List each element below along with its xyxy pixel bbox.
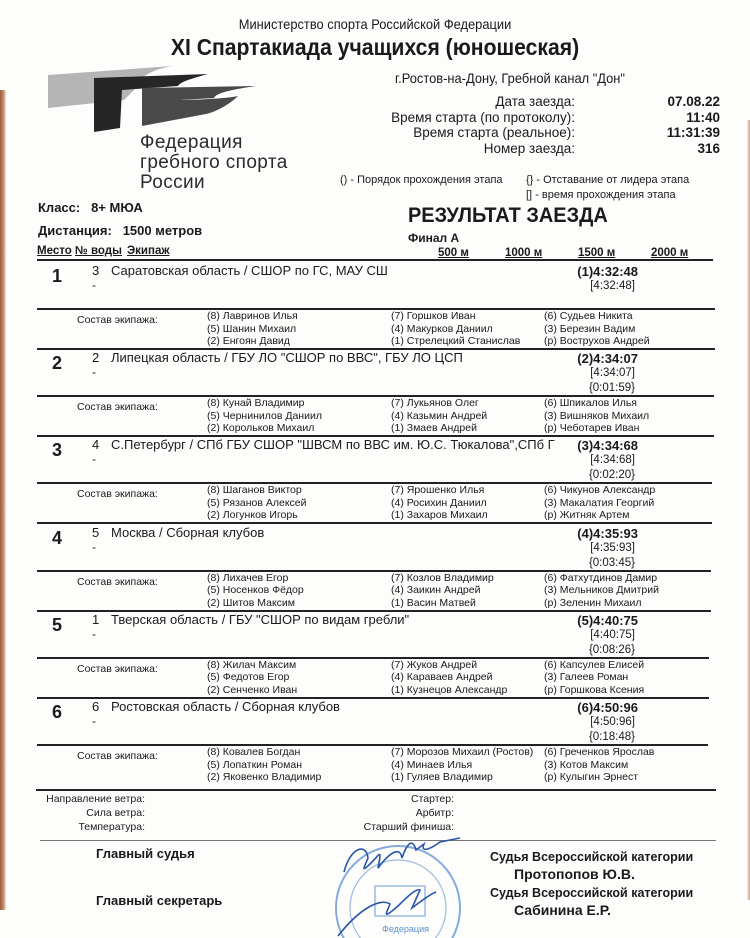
crew-member: (4) Заикин Андрей (391, 584, 481, 597)
place-number: 4 (52, 527, 63, 548)
crew-member: (5) Лопаткин Роман (207, 758, 302, 771)
federation-logo-icon (30, 60, 260, 140)
federation-name-line3: России (140, 172, 206, 193)
race-number-value: 316 (697, 140, 720, 156)
crew-member: (2) Сенченко Иван (207, 683, 298, 696)
crew-member: (3) Вишняков Михаил (544, 409, 650, 422)
lane-number: 3 (92, 263, 100, 278)
crew-member: (3) Котов Максим (544, 758, 629, 771)
starter-label: Стартер: (410, 793, 454, 805)
crew-member: (8) Ковалев Богдан (207, 746, 301, 758)
lane-number: 4 (92, 437, 100, 453)
crew-member: (5) Федотов Егор (207, 671, 290, 684)
team-name: Липецкая область / ГБУ ЛО "СШОР по ВВС", ГБУ ЛО ЦСП (111, 350, 463, 366)
crew-member: (3) Березин Вадим (544, 322, 636, 335)
crew-member: (4) Караваев Андрей (391, 671, 493, 684)
crew-member: (2) Яковенко Владимир (207, 771, 322, 783)
official-stamp-icon (320, 828, 470, 938)
crew-member: (4) Макурков Даниил (391, 322, 493, 335)
chief-judge-label: Главный судья (96, 846, 195, 861)
team-name: Саратовская область / СШОР по ГС, МАУ СШ (111, 263, 388, 278)
crew-label: Состав экипажа: (77, 575, 158, 588)
start-planned-value: 11:40 (686, 109, 720, 125)
crew-member: (р) Вострухов Андрей (544, 335, 650, 347)
crew-member: (8) Лавринов Илья (207, 310, 298, 322)
crew-member: (1) Васин Матвей (391, 596, 476, 609)
crew-member: (8) Кунай Владимир (207, 397, 305, 410)
team-sub: - (92, 714, 96, 728)
crew-member: (2) Корольков Михаил (207, 422, 315, 435)
federation-name-line1: Федерация (140, 132, 243, 153)
crew-member: (2) Логунков Игорь (207, 509, 298, 522)
crew-member: (р) Зеленин Михаил (544, 596, 642, 609)
crew-member: (6) Судьев Никита (544, 310, 633, 322)
start-actual-label: Время старта (реальное): (413, 125, 575, 140)
col-crew: Экипаж (127, 245, 170, 257)
crew-member: (6) Капсулев Елисей (544, 658, 645, 671)
place-number: 1 (52, 266, 63, 286)
paper-edge-left (0, 90, 6, 910)
crew-member: (7) Лукьянов Олег (391, 397, 479, 410)
temperature-label: Температура: (78, 821, 145, 833)
crew-member: (5) Чернинилов Даниил (207, 409, 322, 422)
team-sub: - (92, 452, 96, 467)
place-number: 3 (52, 440, 63, 461)
crew-member: (3) Мельников Дмитрий (544, 584, 659, 597)
split-time: [4:40:75] (590, 628, 635, 641)
referee-label: Арбитр: (415, 807, 454, 819)
race-number-label: Номер заезда: (483, 140, 575, 156)
crew-member: (7) Козлов Владимир (391, 571, 494, 584)
weather-labels (46, 792, 145, 834)
crew-label: Состав экипажа: (77, 401, 158, 414)
final-label: Финал А (408, 231, 460, 245)
crew-member: (р) Чеботарев Иван (544, 422, 640, 435)
team-sub: - (92, 539, 96, 554)
gap-time: {0:02:20} (588, 469, 635, 482)
split-time: [4:32:48] (590, 280, 635, 292)
crew-label: Состав экипажа: (77, 488, 158, 501)
crew-member: (6) Чикунов Александр (544, 484, 656, 497)
crew-member: (7) Горшков Иван (391, 310, 476, 322)
start-planned-label: Время старта (по протоколу): (391, 109, 575, 125)
place-number: 5 (52, 614, 63, 635)
chief-judge-name: Протопопов Ю.В. (514, 866, 635, 882)
crew-label: Состав экипажа: (77, 750, 158, 762)
crew-member: (1) Захаров Михаил (391, 509, 488, 522)
crew-label: Состав экипажа: (77, 314, 158, 326)
federation-name (140, 133, 288, 193)
team-sub: - (92, 278, 96, 292)
date-value: 07.08.22 (667, 94, 720, 109)
chief-secretary-name: Сабинина Е.Р. (514, 902, 611, 918)
crew-member: (6) Фатхутдинов Дамир (544, 571, 658, 584)
col-lane: № воды (75, 245, 122, 257)
crew-member: (8) Лихачев Егор (207, 571, 289, 584)
lane-number: 5 (92, 524, 100, 540)
crew-member: (4) Минаев Илья (391, 758, 473, 771)
class-info (38, 200, 143, 215)
chief-secretary-category: Судья Всероссийской категории (490, 886, 694, 900)
crew-member: (5) Шанин Михаил (207, 322, 297, 335)
team-name: Тверская область / ГБУ "СШОР по видам гребли" (111, 611, 410, 627)
crew-member: (1) Гуляев Владимир (391, 771, 493, 783)
crew-member: (2) Шитов Максим (207, 596, 296, 609)
lane-number: 2 (92, 350, 100, 366)
ministry-heading: Министерство спорта Российской Федерации (238, 16, 512, 32)
crew-member: (6) Шпикалов Илья (544, 397, 637, 410)
distance-info (38, 223, 202, 238)
finish-time: (5)4:40:75 (577, 612, 638, 628)
chief-judge-category: Судья Всероссийской категории (490, 850, 694, 864)
crew-member: (3) Галеев Роман (544, 671, 629, 684)
race-info-labels (391, 94, 575, 156)
crew-member: (7) Морозов Михаил (Ростов) (391, 746, 534, 758)
crew-member: (5) Носенков Фёдор (207, 584, 304, 597)
race-info-values (667, 94, 720, 156)
col-1000: 1000 м (505, 247, 543, 259)
crew-member: (6) Греченков Ярослав (544, 746, 655, 758)
class-value: 8+ МЮА (91, 200, 143, 215)
crew-member: (8) Жилач Максим (207, 658, 297, 671)
crew-member: (7) Жуков Андрей (391, 658, 478, 671)
crew-member: (4) Казьмин Андрей (391, 409, 488, 422)
result-title: РЕЗУЛЬТАТ ЗАЕЗДА (408, 204, 608, 227)
place-number: 6 (52, 702, 63, 722)
finish-time: (4)4:35:93 (577, 525, 638, 541)
split-time: [4:34:68] (590, 454, 635, 467)
crew-member: (р) Кулыгин Эрнест (544, 771, 639, 783)
team-name: Москва / Сборная клубов (111, 524, 265, 540)
finish-time: (6)4:50:96 (577, 700, 638, 715)
legend-order: () - Порядок прохождения этапа (340, 174, 503, 186)
team-sub: - (92, 365, 96, 380)
distance-label: Дистанция: (38, 223, 112, 238)
crew-label: Состав экипажа: (77, 662, 158, 675)
crew-member: (1) Кузнецов Александр (391, 683, 508, 696)
crew-member: (р) Житняк Артем (544, 509, 630, 522)
crew-member: (1) Змаев Андрей (391, 422, 477, 435)
col-place: Место (37, 245, 72, 257)
legend-split: [] - время прохождения этапа (526, 189, 676, 201)
header-rule (37, 259, 713, 261)
col-2000: 2000 м (651, 247, 689, 259)
gap-time: {0:08:26} (588, 643, 635, 656)
crew-member: (3) Макалатия Георгий (544, 496, 655, 509)
finish-time: (1)4:32:48 (577, 264, 638, 279)
crew-member: (5) Рязанов Алексей (207, 496, 307, 509)
crew-member: (р) Горшкова Ксения (544, 683, 645, 696)
crew-member: (8) Шаганов Виктор (207, 484, 302, 497)
split-time: [4:34:07] (590, 367, 635, 380)
footer-rule (36, 789, 716, 791)
wind-force-label: Сила ветра: (86, 807, 145, 819)
lane-number: 6 (92, 699, 100, 714)
team-sub: - (92, 626, 96, 641)
place-number: 2 (52, 353, 63, 374)
wind-direction-label: Направление ветра: (46, 793, 145, 805)
finish-chief-label: Старший финиша: (363, 821, 454, 833)
crew-member: (2) Енгоян Давид (207, 335, 290, 347)
finish-time: (2)4:34:07 (577, 351, 638, 367)
finish-time: (3)4:34:68 (577, 438, 638, 454)
team-name: С.Петербург / СПб ГБУ СШОР "ШВСМ по ВВС им. Ю.С. Тюкалова",СПб Г (111, 437, 555, 453)
federation-name-line2: гребного спорта (140, 152, 288, 173)
venue: г.Ростов-на-Дону, Гребной канал "Дон" (395, 70, 625, 86)
start-actual-value: 11:31:39 (666, 125, 720, 140)
chief-secretary-label: Главный секретарь (96, 893, 223, 908)
lane-number: 1 (92, 611, 100, 627)
event-title: XI Спартакиада учащихся (юношеская) (170, 34, 580, 60)
split-time: [4:35:93] (590, 541, 635, 554)
gap-time: {0:03:45} (588, 556, 635, 569)
col-1500: 1500 м (578, 247, 616, 259)
class-label: Класс: (38, 200, 81, 215)
team-name: Ростовская область / Сборная клубов (111, 699, 340, 714)
split-time: [4:50:96] (590, 716, 635, 728)
crew-member: (7) Ярошенко Илья (391, 484, 485, 497)
legend-gap: {} - Отставание от лидера этапа (526, 174, 690, 186)
gap-time: {0:18:48} (588, 731, 635, 743)
svg-text:Федерация: Федерация (382, 924, 429, 934)
crew-member: (1) Стрелецкий Станислав (391, 335, 521, 347)
distance-value: 1500 метров (122, 223, 203, 238)
col-500: 500 м (438, 247, 469, 259)
crew-member: (4) Росихин Даниил (391, 496, 487, 509)
gap-time: {0:01:59} (588, 382, 635, 395)
date-label: Дата заезда: (495, 94, 575, 109)
